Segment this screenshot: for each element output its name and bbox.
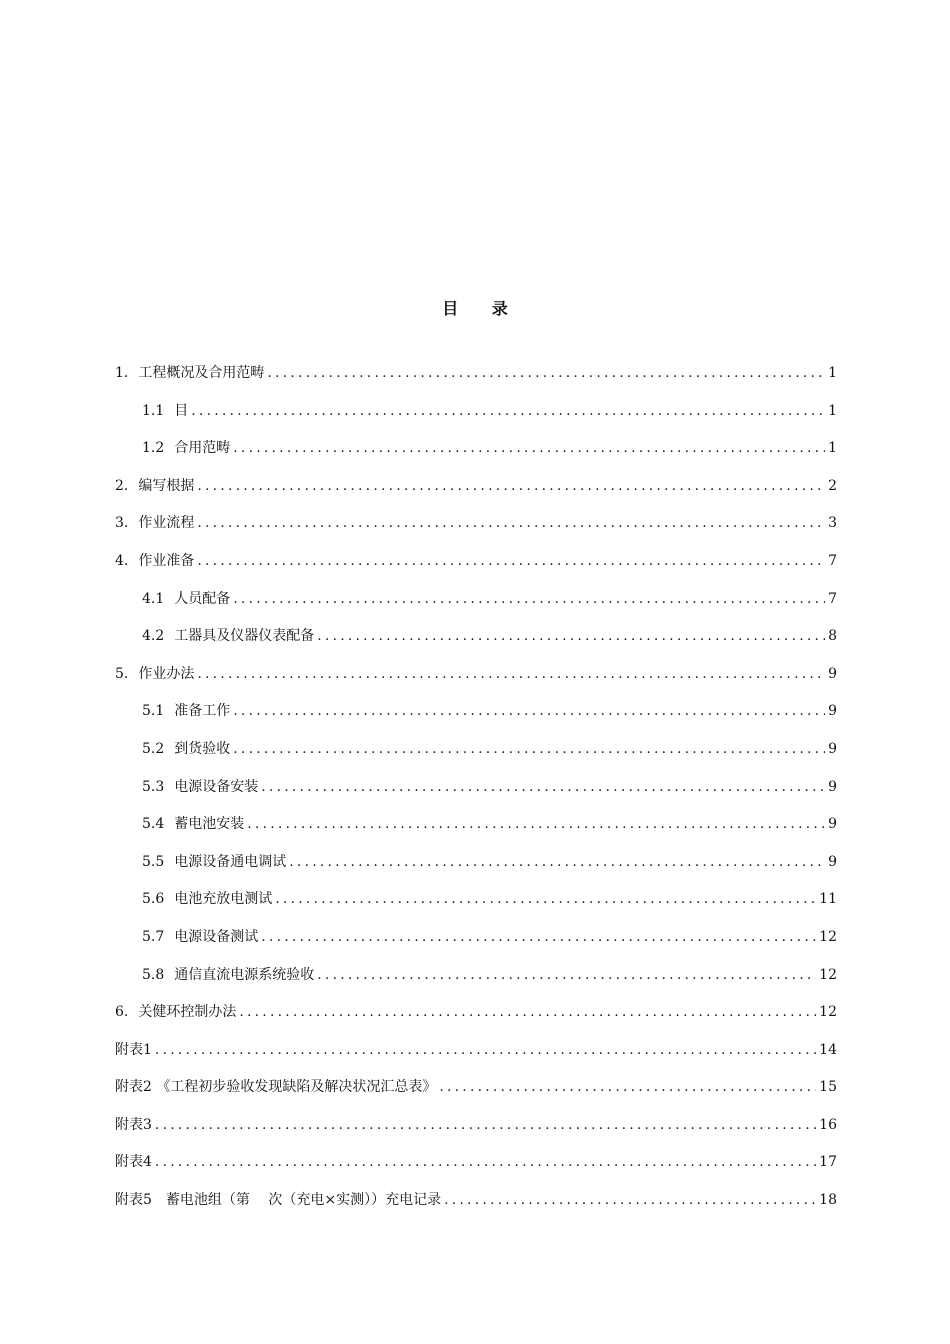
toc-dot-leader — [275, 881, 816, 919]
toc-dot-leader — [233, 731, 825, 769]
toc-entry-number: 5. — [115, 665, 129, 682]
toc-entry-title: 附表2 《工程初步验收发现缺陷及解决状况汇总表》 — [115, 1079, 437, 1096]
toc-entry-title: 目 — [174, 402, 189, 419]
toc-entry-21[interactable] — [115, 1107, 837, 1145]
toc-entry-5[interactable] — [115, 505, 837, 543]
toc-entry-page: 12 — [819, 1004, 837, 1021]
toc-entry-page: 7 — [828, 552, 837, 569]
toc-entry-number: 5.6 — [142, 891, 165, 908]
toc-entry-number: 4.2 — [142, 628, 165, 645]
toc-entry-number: 5.2 — [142, 740, 165, 757]
toc-entry-number: 5.1 — [142, 703, 165, 720]
toc-dot-leader — [155, 1144, 816, 1182]
toc-entry-page: 17 — [819, 1154, 837, 1171]
toc-entry-title: 合用范畴 — [174, 440, 231, 457]
toc-entry-page: 9 — [828, 703, 837, 720]
toc-entry-title: 到货验收 — [174, 740, 231, 757]
toc-entry-14[interactable] — [115, 844, 837, 882]
toc-entry-title: 编写根据 — [138, 477, 195, 494]
toc-entry-title: 电源设备通电调试 — [174, 853, 287, 870]
toc-entry-page: 1 — [828, 365, 837, 381]
toc-entry-page: 14 — [819, 1041, 837, 1058]
toc-entry-title: 电源设备测试 — [174, 928, 259, 945]
toc-entry-19[interactable] — [115, 1032, 837, 1070]
toc-entry-number: 5.3 — [142, 778, 165, 795]
toc-entry-title: 附表4 — [115, 1154, 152, 1171]
toc-dot-leader — [197, 656, 825, 694]
toc-entry-2[interactable] — [115, 393, 837, 431]
toc-dot-leader — [197, 505, 825, 543]
toc-entry-title: 附表3 — [115, 1116, 152, 1133]
toc-entry-number: 1. — [115, 365, 129, 381]
toc-entry-22[interactable] — [115, 1144, 837, 1182]
toc-entry-title: 关健环控制办法 — [138, 1004, 237, 1021]
toc-entry-title: 工器具及仪器仪表配备 — [174, 628, 315, 645]
toc-entry-12[interactable] — [115, 769, 837, 807]
table-of-contents — [115, 355, 837, 1220]
toc-entry-7[interactable] — [115, 581, 837, 619]
toc-entry-9[interactable] — [115, 656, 837, 694]
toc-entry-6[interactable] — [115, 543, 837, 581]
toc-title: 目 录 — [442, 299, 522, 318]
toc-entry-number: 4. — [115, 552, 129, 569]
toc-entry-page: 7 — [828, 590, 837, 607]
toc-entry-18[interactable] — [115, 994, 837, 1032]
toc-entry-page: 18 — [819, 1192, 837, 1209]
toc-entry-page: 16 — [819, 1116, 837, 1133]
toc-entry-11[interactable] — [115, 731, 837, 769]
toc-entry-10[interactable] — [115, 693, 837, 731]
toc-entry-page: 2 — [828, 477, 837, 494]
toc-entry-number: 3. — [115, 515, 129, 532]
toc-entry-page: 8 — [828, 628, 837, 645]
toc-dot-leader — [247, 806, 825, 844]
toc-dot-leader — [233, 693, 825, 731]
toc-entry-title: 工程概况及合用范畴 — [138, 365, 265, 381]
toc-entry-number: 2. — [115, 477, 129, 494]
toc-dot-leader — [191, 393, 825, 431]
toc-dot-leader — [317, 618, 825, 656]
toc-entry-20[interactable] — [115, 1069, 837, 1107]
toc-entry-title: 附表1 — [115, 1041, 152, 1058]
toc-entry-title: 作业准备 — [138, 552, 195, 569]
toc-dot-leader — [155, 1032, 816, 1070]
toc-entry-title: 准备工作 — [174, 703, 231, 720]
toc-entry-15[interactable] — [115, 881, 837, 919]
toc-entry-page: 1 — [828, 402, 837, 419]
toc-dot-leader — [233, 581, 825, 619]
toc-entry-page: 9 — [828, 740, 837, 757]
toc-entry-page: 9 — [828, 853, 837, 870]
toc-entry-page: 3 — [828, 515, 837, 532]
toc-entry-page: 1 — [828, 440, 837, 457]
toc-entry-title: 附表5 蓄电池组（第 次（充电×实测））充电记录 — [115, 1192, 442, 1209]
toc-entry-16[interactable] — [115, 919, 837, 957]
toc-entry-number: 1.1 — [142, 402, 165, 419]
toc-entry-number: 5.8 — [142, 966, 165, 983]
toc-dot-leader — [197, 468, 825, 506]
toc-entry-title: 电池充放电测试 — [174, 891, 273, 908]
toc-entry-title: 作业流程 — [138, 515, 195, 532]
toc-entry-title: 蓄电池安装 — [174, 816, 245, 833]
toc-entry-4[interactable] — [115, 468, 837, 506]
toc-dot-leader — [197, 543, 825, 581]
toc-dot-leader — [317, 957, 816, 995]
toc-entry-page: 9 — [828, 816, 837, 833]
toc-entry-number: 4.1 — [142, 590, 165, 607]
toc-entry-number: 5.5 — [142, 853, 165, 870]
toc-entry-13[interactable] — [115, 806, 837, 844]
toc-entry-8[interactable] — [115, 618, 837, 656]
toc-entry-number: 6. — [115, 1004, 129, 1021]
toc-entry-page: 9 — [828, 665, 837, 682]
toc-dot-leader — [155, 1107, 816, 1145]
toc-entry-title: 通信直流电源系统验收 — [174, 966, 315, 983]
toc-dot-leader — [267, 355, 825, 393]
toc-dot-leader — [439, 1069, 816, 1107]
toc-dot-leader — [444, 1182, 816, 1220]
toc-entry-page: 12 — [819, 928, 837, 945]
toc-dot-leader — [289, 844, 825, 882]
toc-entry-page: 9 — [828, 778, 837, 795]
toc-dot-leader — [261, 919, 816, 957]
toc-dot-leader — [239, 994, 816, 1032]
toc-entry-page: 11 — [819, 891, 837, 908]
toc-entry-number: 5.4 — [142, 816, 165, 833]
toc-entry-number: 5.7 — [142, 928, 165, 945]
toc-entry-page: 12 — [819, 966, 837, 983]
toc-entry-title: 人员配备 — [174, 590, 231, 607]
toc-dot-leader — [261, 769, 825, 807]
toc-entry-1[interactable] — [115, 355, 837, 393]
toc-entry-17[interactable] — [115, 957, 837, 995]
toc-entry-title: 电源设备安装 — [174, 778, 259, 795]
toc-dot-leader — [233, 430, 825, 468]
toc-entry-title: 作业办法 — [138, 665, 195, 682]
toc-entry-3[interactable] — [115, 430, 837, 468]
toc-entry-page: 15 — [819, 1079, 837, 1096]
toc-entry-number: 1.2 — [142, 440, 165, 457]
toc-entry-23[interactable] — [115, 1182, 837, 1220]
